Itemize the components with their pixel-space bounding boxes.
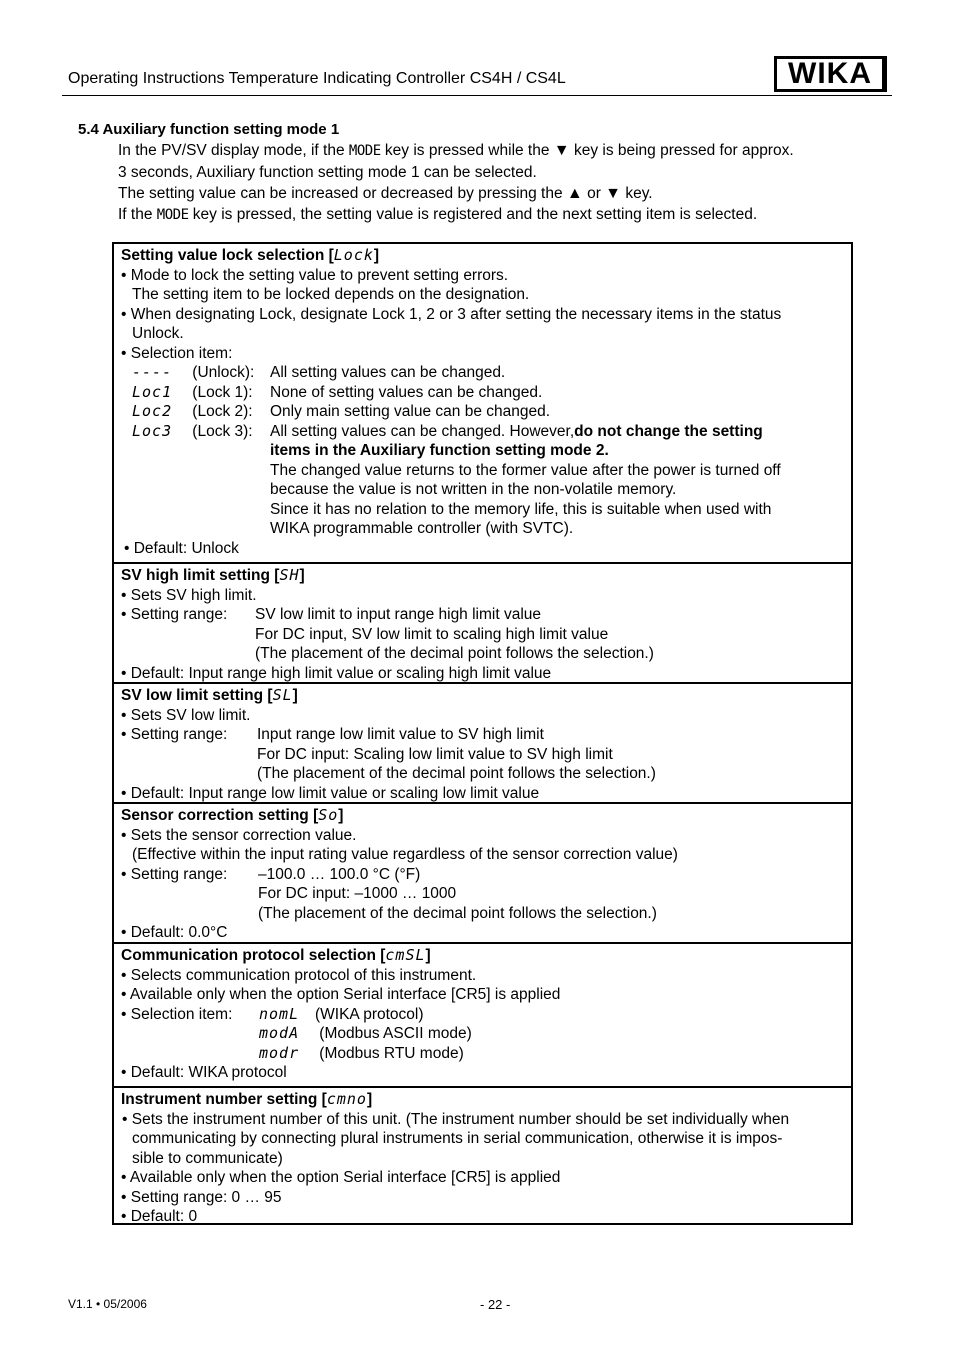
sensor-title: Sensor correction setting [So] xyxy=(121,806,344,824)
sv-low-section xyxy=(114,682,851,802)
sv-high-range-3: (The placement of the decimal point follows the selection.) xyxy=(255,645,654,662)
down-arrow-icon: ▼ xyxy=(605,185,622,202)
sensor-range-3: (The placement of the decimal point follows the selection.) xyxy=(258,904,657,922)
sensor-bullet-1: • Sets the sensor correction value. xyxy=(121,826,357,844)
lock-bullet-1b: The setting item to be locked depends on the designation. xyxy=(132,286,530,303)
comm-item-3: modr (Modbus RTU mode) xyxy=(259,1043,464,1062)
wika-logo: WIKA xyxy=(774,56,886,92)
sv-high-range-2: For DC input, SV low limit to scaling high limit value xyxy=(255,625,609,643)
footer-page-number: - 22 - xyxy=(480,1297,511,1312)
logo-bar xyxy=(882,56,887,92)
sv-low-range-3: (The placement of the decimal point follows the selection.) xyxy=(257,765,656,782)
inst-bullet-1c: sible to communicate) xyxy=(132,1149,283,1167)
sensor-bullet-1b: (Effective within the input rating value regardless of the sensor correction value) xyxy=(132,846,678,863)
lock-default: • Default: Unlock xyxy=(124,539,239,557)
mode-key-label: MODE xyxy=(156,207,189,223)
sv-high-range: • Setting range: SV low limit to input range high limit value xyxy=(121,606,542,623)
lock-item-lock1: Loc1 (Lock 1): None of setting values can be changed. xyxy=(132,382,543,401)
lock-item-lock3: Loc3 (Lock 3): All setting values can be changed. However, do not change the setting xyxy=(132,421,763,440)
mode-key-label: MODE xyxy=(348,143,381,159)
comm-default: • Default: WIKA protocol xyxy=(121,1064,287,1081)
lock-item-lock2: Loc2 (Lock 2): Only main setting value can be changed. xyxy=(132,402,551,420)
inst-code: cmno xyxy=(326,1090,367,1108)
sv-low-range: • Setting range: Input range low limit value to SV high limit xyxy=(121,726,544,743)
inst-title: Instrument number setting [cmno] xyxy=(121,1090,373,1108)
lock3-line-4: because the value is not written in the non-volatile memory. xyxy=(270,481,677,498)
sv-high-section xyxy=(114,562,851,682)
lock3-line-5: Since it has no relation to the memory life, this is suitable when used with xyxy=(270,500,772,518)
sensor-default: • Default: 0.0°C xyxy=(121,924,228,941)
up-arrow-icon: ▲ xyxy=(566,185,583,202)
comm-item-2: modA (Modbus ASCII mode) xyxy=(259,1024,472,1042)
instrument-number-section xyxy=(114,1086,851,1223)
settings-table xyxy=(112,242,853,1225)
section-heading: 5.4 Auxiliary function setting mode 1 xyxy=(78,121,340,138)
sv-low-default: • Default: Input range low limit value or scaling low limit value xyxy=(121,784,540,802)
lock-bullet-2b: Unlock. xyxy=(132,325,184,342)
comm-title: Communication protocol selection [cmSL] xyxy=(121,946,431,964)
sensor-range-2: For DC input: –1000 … 1000 xyxy=(258,885,457,902)
lock-bullet-1: • Mode to lock the setting value to prevent setting errors. xyxy=(121,266,509,284)
sv-high-code: SH xyxy=(279,566,300,584)
sv-low-range-2: For DC input: Scaling low limit value to SV high limit xyxy=(257,745,613,763)
document-header-title: Operating Instructions Temperature Indicating Controller CS4H / CS4L xyxy=(68,70,566,87)
sensor-correction-section xyxy=(114,802,851,942)
intro-line-2: 3 seconds, Auxiliary function setting mode 1 can be selected. xyxy=(118,164,537,181)
inst-default: • Default: 0 xyxy=(121,1208,198,1225)
inst-bullet-2: • Available only when the option Serial interface [CR5] is applied xyxy=(121,1169,561,1186)
lock3-line-3: The changed value returns to the former value after the power is turned off xyxy=(270,461,781,479)
inst-bullet-3: • Setting range: 0 … 95 xyxy=(121,1188,282,1206)
lock-bullet-2: • When designating Lock, designate Lock 1, 2 or 3 after setting the necessary items in the status xyxy=(121,305,782,323)
lock-title: Setting value lock selection [Lock] xyxy=(121,246,380,264)
lock3-line-2: items in the Auxiliary function setting mode 2. xyxy=(270,442,609,459)
intro-line-4: If the MODE key is pressed, the setting value is registered and the next setting item is selected. xyxy=(118,206,758,223)
footer-version: V1.1 • 05/2006 xyxy=(68,1297,147,1311)
sv-high-title: SV high limit setting [SH] xyxy=(121,566,305,584)
lock-section xyxy=(114,244,851,562)
header-rule xyxy=(62,95,892,96)
sv-high-bullet-1: • Sets SV high limit. xyxy=(121,586,257,604)
comm-protocol-section xyxy=(114,942,851,1086)
sv-low-code: SL xyxy=(272,686,293,704)
down-arrow-icon: ▼ xyxy=(553,142,570,159)
comm-code: cmSL xyxy=(385,946,426,964)
sv-low-title: SV low limit setting [SL] xyxy=(121,686,298,704)
sv-high-default: • Default: Input range high limit value or scaling high limit value xyxy=(121,664,552,682)
intro-section xyxy=(78,119,794,226)
lock-code: Lock xyxy=(333,246,374,264)
sensor-code: So xyxy=(318,806,339,824)
intro-line-3: The setting value can be increased or decreased by pressing the ▲ or ▼ key. xyxy=(118,185,653,202)
inst-bullet-1: • Sets the instrument number of this unit. (The instrument number should be set individually when xyxy=(122,1110,790,1128)
lock-item-unlock: ---- (Unlock): All setting values can be changed. xyxy=(132,363,506,381)
sensor-range: • Setting range: –100.0 … 100.0 °C (°F) xyxy=(121,865,421,883)
comm-bullet-2: • Available only when the option Serial interface [CR5] is applied xyxy=(121,986,561,1003)
comm-item-1: • Selection item: nomL (WIKA protocol) xyxy=(121,1004,424,1023)
comm-bullet-1: • Selects communication protocol of this instrument. xyxy=(121,966,477,984)
lock-bullet-3: • Selection item: xyxy=(121,344,233,362)
intro-line-1: In the PV/SV display mode, if the MODE key is pressed while the ▼ key is being pressed for approx. xyxy=(118,142,794,159)
lock3-line-6: WIKA programmable controller (with SVTC). xyxy=(270,520,574,537)
sv-low-bullet-1: • Sets SV low limit. xyxy=(121,706,251,724)
inst-bullet-1b: communicating by connecting plural instruments in serial communication, otherwise it is impos- xyxy=(132,1130,783,1147)
